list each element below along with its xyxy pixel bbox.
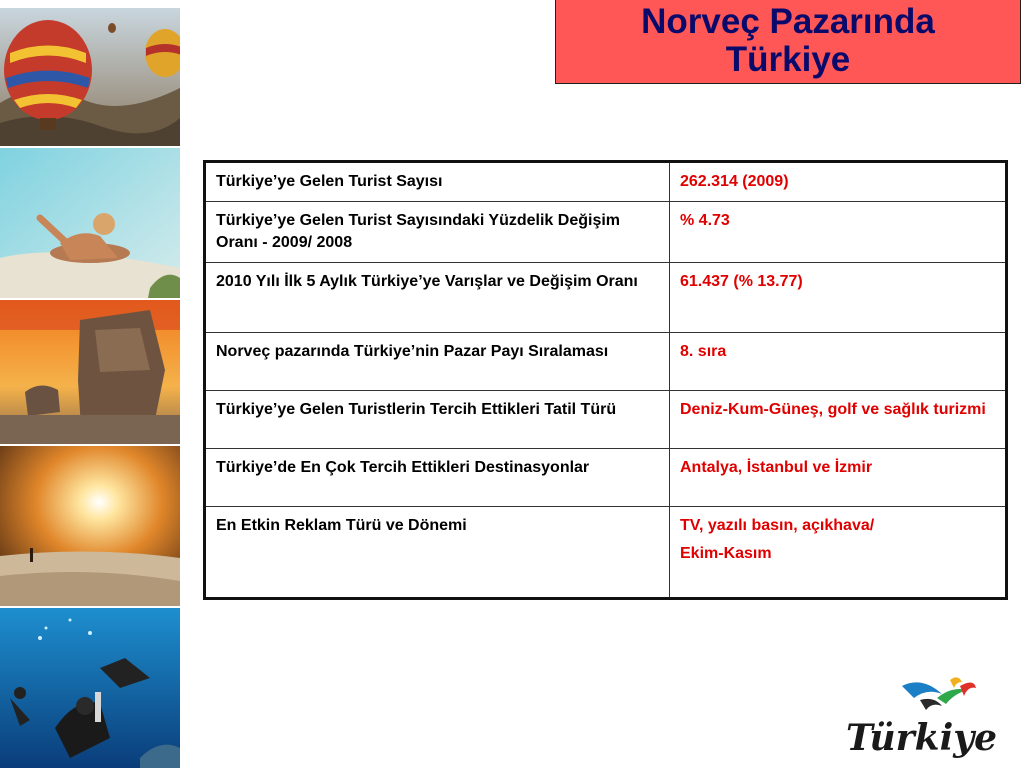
- norway-market-table: [203, 160, 1008, 600]
- row-label: Türkiye’ye Gelen Turist Sayısı: [205, 162, 670, 202]
- table-row: [205, 162, 1007, 202]
- row-value-text: Ekim-Kasım: [680, 545, 772, 562]
- hot-air-balloons-photo: [0, 8, 180, 146]
- table-row: [205, 449, 1007, 507]
- row-value: [670, 263, 1007, 333]
- row-label: Türkiye’ye Gelen Turistlerin Tercih Ettikleri Tatil Türü: [205, 391, 670, 449]
- table-row: [205, 333, 1007, 391]
- page-title-line-2: Türkiye: [725, 40, 851, 79]
- row-value: [670, 449, 1007, 507]
- page-title: [555, 0, 1021, 84]
- row-value-text: % 4.73: [680, 212, 730, 229]
- row-value-text: 262.314 (2009): [680, 173, 789, 190]
- table-row: [205, 202, 1007, 263]
- row-value: [670, 162, 1007, 202]
- table-row: [205, 263, 1007, 333]
- sunbeam-shore-photo: [0, 446, 180, 606]
- row-value: [670, 333, 1007, 391]
- row-value: [670, 507, 1007, 599]
- row-value: [670, 391, 1007, 449]
- table-row: [205, 391, 1007, 449]
- table-row: [205, 507, 1007, 599]
- row-label: Türkiye’de En Çok Tercih Ettikleri Destinasyonlar: [205, 449, 670, 507]
- row-value-text: Antalya, İstanbul ve İzmir: [680, 459, 873, 476]
- logo-text: Türkiye: [846, 717, 998, 759]
- row-label: En Etkin Reklam Türü ve Dönemi: [205, 507, 670, 599]
- page-title-line-1: Norveç Pazarında: [641, 2, 935, 41]
- row-label: 2010 Yılı İlk 5 Aylık Türkiye’ye Varışlar ve Değişim Oranı: [205, 263, 670, 333]
- stone-heads-sunset-photo: [0, 300, 180, 444]
- row-label: Norveç pazarında Türkiye’nin Pazar Payı Sıralaması: [205, 333, 670, 391]
- scuba-divers-photo: [0, 608, 180, 768]
- row-value-text: 8. sıra: [680, 343, 727, 360]
- row-value: [670, 202, 1007, 263]
- beach-sunbather-photo: [0, 148, 180, 298]
- turkiye-logo: [842, 676, 1012, 766]
- turkiye-logo-graphic: [842, 676, 1012, 766]
- row-value-text: 61.437 (% 13.77): [680, 273, 803, 290]
- row-value-text: TV, yazılı basın, açıkhava/: [680, 517, 875, 534]
- row-label: Türkiye’ye Gelen Turist Sayısındaki Yüzdelik Değişim Oranı - 2009/ 2008: [205, 202, 670, 263]
- row-value-text: Deniz-Kum-Güneş, golf ve sağlık turizmi: [680, 401, 986, 418]
